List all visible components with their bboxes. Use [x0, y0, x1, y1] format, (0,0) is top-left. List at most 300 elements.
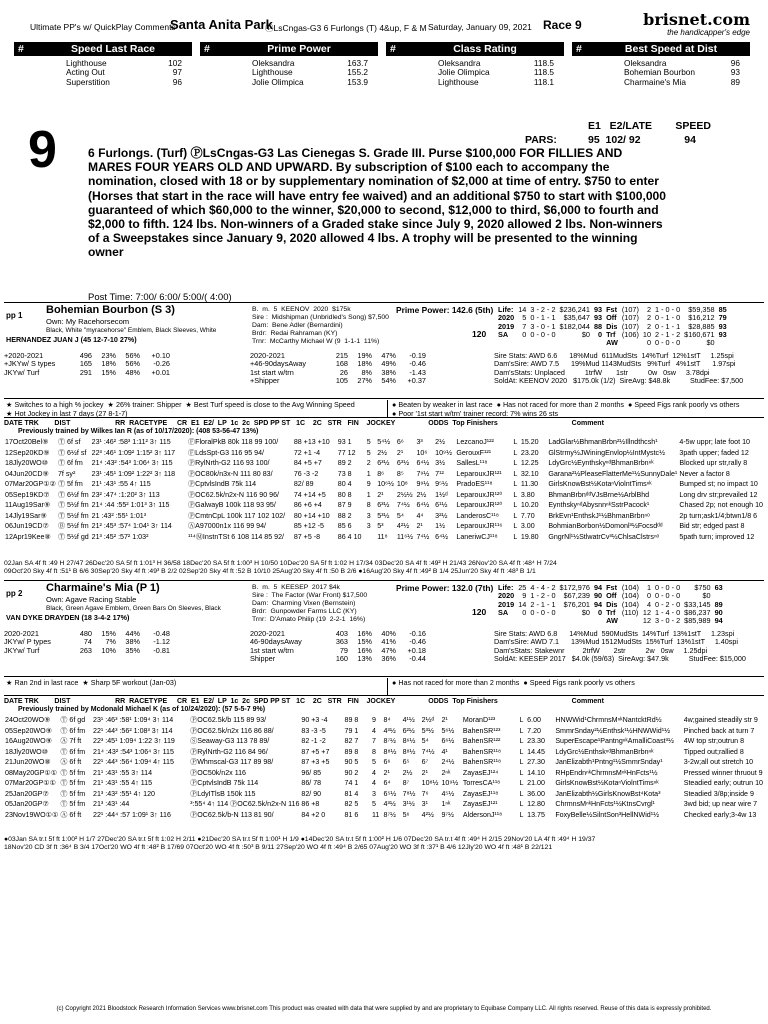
record-row-cell: 2020: [498, 591, 515, 601]
workouts: [4, 560, 764, 576]
pp-row-cell: 6⁶: [383, 758, 391, 766]
record-row-cell: 2 - 1 - 1: [530, 599, 556, 609]
pp-row-cell: 6⁴: [383, 779, 391, 787]
pp-row-cell: 9⁷½: [441, 810, 454, 819]
panel-row: Lighthouse 102: [66, 58, 182, 68]
pars-label: PARS:: [525, 134, 557, 146]
par-values: 95 102/ 92 94: [588, 134, 696, 146]
brisnet-logo: brisnet.com: [643, 10, 750, 29]
pp-row-cell: BahenSR¹¹⁸: [462, 758, 501, 766]
pp-row-cell: 74 1: [344, 779, 359, 787]
pp-row-cell: L: [519, 726, 524, 735]
pp-row-cell: L: [519, 779, 524, 787]
trainer-stat-row: [250, 377, 430, 385]
record-row-cell: 63: [714, 583, 723, 592]
trainer-stat-row-cell: 168: [335, 359, 348, 369]
record-row-cell: Trf: [606, 329, 616, 339]
record-row-cell: 2: [646, 321, 652, 331]
record-row-cell: (104): [621, 591, 639, 601]
pp-row-cell: 9⁵½: [435, 480, 448, 488]
pp-row-cell: 2¹: [416, 522, 423, 530]
pp-row-cell: 8⁴: [383, 716, 391, 724]
record-row-cell: 12: [642, 607, 652, 617]
pp-row-cell: 89 2: [337, 459, 352, 467]
pp-row-cell: 2¹: [441, 716, 448, 724]
pp-row-cell: 6³½: [377, 501, 390, 509]
pp-row: [4, 747, 764, 758]
pp-row-cell: EynthskyⁿᵈAbysnnⁿᵏSstrPacock¹: [548, 501, 650, 509]
trainer-stat-row-cell: +Shipper: [250, 376, 280, 386]
pp-row-cell: PradoES¹¹⁸: [456, 480, 493, 488]
pp-row-cell: L: [519, 810, 524, 819]
record-row-cell: [717, 339, 729, 347]
pp-row-cell: 10⁸: [396, 480, 408, 488]
pp-row-cell: 17Oct20Bel⑨: [5, 438, 49, 446]
record-row-cell: AW: [606, 616, 618, 626]
record-row-cell: 0: [646, 591, 652, 601]
pp-row-cell: 1½ᵈ: [435, 490, 448, 499]
pp-row-cell: 7⁶: [421, 789, 429, 798]
pp-row-cell: 6²½: [402, 726, 415, 735]
negative-notes: ● Beaten by weaker in last race ● Has not raced for more than 2 months ● Speed Figs rank poorly vs others ● Poor '1st start w/trn' trainer record: 7% wins 26 sts: [387, 400, 763, 418]
pp-row-cell: ⓅOC80k/n3x-N 111 80 83/: [188, 469, 273, 478]
pp-row-cell: BahenSR¹²²: [462, 737, 501, 745]
pp-row-cell: ⓅRylNrth-G2 116 84 96/: [190, 747, 268, 756]
pp-row: [4, 458, 764, 469]
record-row-cell: $85,989: [684, 616, 711, 626]
record-row-cell: Off: [606, 591, 617, 601]
breeding-stats: Sire Stats: AWD 6.8 14%Mud 590MudSts 14%Turf 13%1stT 1.23spi Dam'sSire: AWD 7.1 13%Mud 1512MudSts 15%Turf 13%1stT 1.40spi Dam'sStats: Stakewnr 2trfW 2str 2w 0sw 1.25dpi SoldAt: KEESEP 2017 $4.0k (59/63) SireAvg: $47.9k StudFee: $15,000: [494, 629, 746, 664]
pp-row-cell: 90 2: [344, 768, 359, 777]
record-row-cell: $35,647: [563, 313, 590, 323]
pp-row-cell: 6¹½: [435, 501, 448, 509]
pp-row: [4, 715, 764, 726]
pp-row-cell: 23.20: [520, 448, 539, 457]
pp-row-cell: 21 :43² :55¹ 1:01³: [91, 511, 147, 520]
pp-row-cell: 7⁴½: [421, 747, 435, 756]
record-row-cell: 25: [518, 583, 527, 592]
pp-row-cell: 8⁷½: [383, 810, 396, 819]
pp-row-cell: 87 +5 +7: [301, 747, 330, 756]
pp-row-cell: 82 5: [344, 800, 359, 808]
pp-row-cell: Never a factor 8: [679, 469, 730, 478]
pp-row-cell: Ⓐ 7f ft: [60, 737, 82, 745]
record-row-cell: $0: [581, 329, 590, 339]
pp-row-cell: Ⓣ 5½f fm: [57, 511, 89, 520]
pp-row-cell: 15.20: [520, 438, 539, 446]
pp-row-cell: 8: [371, 747, 376, 756]
panel-hash: #: [576, 43, 582, 55]
trainer-stat-row-cell: 27%: [357, 376, 372, 386]
pp-row-cell: 22¹ :44⁴ :57 1:09¹ 3↑ 116: [93, 810, 171, 819]
pp-row-cell: 90 +3 -4: [301, 716, 328, 724]
pp-row-cell: TorresCA¹¹⁸: [462, 779, 501, 787]
jockey-stat-row-cell: 74: [83, 637, 92, 647]
pp-row: [4, 736, 764, 747]
pp-row-cell: 25Jan20GP⑦: [5, 789, 49, 798]
negative-notes: ● Has not raced for more than 2 months ● Speed Figs rank poorly vs others: [387, 678, 763, 696]
pp-row-cell: 8⁶: [377, 469, 385, 478]
pp-row-cell: ChrmnsMⁿᵏHnFcts¹½KtnsCvrgl¹: [555, 800, 655, 808]
jockey-stat-row-cell: 165: [79, 359, 92, 369]
trainer-stat-row-cell: 105: [335, 376, 348, 386]
pp-row-cell: 6⁵½: [383, 789, 397, 798]
pp-row-cell: 21¹ :43¹ :55 4↑ 115: [93, 779, 153, 787]
jockey-stat-row-cell: -0.26: [153, 359, 170, 369]
trainer-stat-row-cell: 215: [335, 351, 348, 360]
trainer-stat-row-cell: 16%: [357, 629, 372, 638]
pp-row-cell: LezcanoJ¹²²: [456, 438, 494, 446]
panel-row: Acting Out 97: [66, 67, 182, 78]
pp-row-cell: Ⓣ 5f fm: [60, 789, 86, 798]
pp-row-cell: 4¹½: [402, 716, 415, 724]
record-row-cell: 14: [518, 305, 527, 314]
pp-row-cell: Ⓣ 5f fm: [57, 480, 83, 488]
pp-row-cell: 82/ 89: [293, 480, 314, 488]
pp-row-cell: Steadied early; outrun 10: [683, 779, 763, 787]
pp-row-cell: Ⓣ 6f fm: [60, 747, 86, 756]
pp-row-cell: Pinched back at turn 7: [683, 726, 755, 735]
record-row-cell: 14: [518, 599, 527, 609]
pp-row-cell: 1½: [435, 522, 446, 530]
race-conditions: 6 Furlongs. (Turf) ⓅLsCngas-G3 Las Cienegas S. Grade III. Purse $100,000 FOR FILLIES AND MARES FOUR YEARS OLD AND UPWARD. By subscription of $100 each to accompany the nomination, closed with 18 or by supplementary nomination of $2,000 at time of entry. $750 to enter (Horses that start in the race will have entry fee waived) and an additional $750 to start with $100,000 guaranteed of which $60,000 to the winner, $20,000 to second, $12,000 to third, $6,000 to fourth and $2,000 to fifth. 124 lbs. Non-winners of a Graded stake since July 9, 2020 allowed 2 lbs. Non-winners of a Sweepstakes since January 9, 2020 allowed 4 lbs. A trophy will be presented to the winning owner: [88, 146, 667, 260]
jockey-stat-row-cell: JKYw/ Turf: [4, 367, 40, 377]
horse-name: Charmaine's Mia (P 1): [46, 582, 160, 594]
pp-row-cell: 8⁷½: [383, 737, 396, 745]
record-row-cell: 94: [593, 583, 603, 592]
pp-row-cell: L: [519, 789, 524, 798]
jockey-stat-row-cell: +2020-2021: [4, 351, 44, 360]
pp-row-cell: Ⓑ 5½f fm: [57, 522, 89, 530]
pp-row-cell: Ⓣ 6f sf: [57, 438, 81, 446]
pp-row-cell: 87 9: [337, 501, 352, 509]
trainer-stat-row-cell: 47%: [381, 351, 396, 360]
pp-row-cell: ZayasEJ¹²¹: [462, 800, 498, 808]
pp-row-cell: 7⁴½: [416, 532, 430, 541]
handicapping-notes: [4, 676, 764, 696]
pp-row: [4, 437, 764, 448]
positive-notes: ★ Switches to a high % jockey ★ 26% trainer: Shipper ★ Best Turf speed is close to the Avg Winning Speed ★ Hot Jockey in last 7 days (27 8-1-7): [6, 400, 355, 418]
jockey-stat-row-cell: -0.81: [153, 645, 170, 655]
pp-row-cell: 87 +5 -8: [293, 532, 321, 541]
pp-row-cell: 18Jly20WO⑩: [5, 459, 49, 467]
pp-row-cell: BahenSR¹²³: [462, 726, 501, 735]
pp-row-cell: 93 1: [337, 438, 352, 446]
pp-row-cell: LanderosC¹¹⁸: [456, 511, 499, 520]
pp-row-cell: 22¹ :44³ :56⁴ 1:09⁴ 4↑ 115: [93, 758, 174, 766]
handicapping-notes: [4, 398, 764, 418]
race-big-number: 9: [28, 121, 57, 179]
jockey-stat-row-cell: -1.12: [153, 637, 170, 647]
pp-row-cell: 8: [366, 501, 371, 509]
record-row-cell: 94: [593, 599, 603, 609]
record-row-cell: 0 - 1 - 0: [655, 313, 681, 323]
record-row-cell: (104): [621, 599, 639, 609]
record-row-cell: [496, 339, 516, 347]
pp-row-cell: 21³ :45² :57² 1:03²: [91, 532, 149, 541]
pp-row-cell: Chased 2p; not enough 10: [679, 501, 763, 509]
pp-row-cell: L: [519, 800, 524, 808]
trainer-stat-row-cell: 8%: [361, 367, 372, 377]
pp-row-cell: 10⁶: [416, 448, 428, 457]
pp-row-cell: 8⁷: [402, 779, 410, 787]
record-row-cell: [592, 617, 604, 625]
trainer-stat-row-cell: 40%: [381, 629, 396, 638]
pp-row-cell: 4⁵½: [441, 789, 455, 798]
pp-row-cell: Blocked upr str,rally 8: [679, 459, 748, 467]
pp-row-cell: LeparouxJR¹²¹: [456, 469, 502, 478]
pp-row-cell: 76 -3 -2: [293, 469, 319, 478]
record-row-cell: Fst: [606, 305, 618, 314]
pp-row: [4, 726, 764, 737]
pp-row-cell: Ⓣ 5½f gd: [57, 532, 89, 541]
pp-row-cell: L: [513, 438, 518, 446]
pp-row-cell: 11Aug19Sar⑨: [5, 501, 51, 509]
record-row-cell: Trf: [606, 607, 616, 617]
owner: Own: My Racehorsecom: [46, 317, 130, 326]
workout-line: 18Nov'20 CD 3f ft :36⁴ B 3/4 17Oct'20 WO 4f ft :48² B 17/69 07Oct'20 WO 4f ft :50³ B 9/11 27Sep'20 WO 4f ft :49⁴ B 2/65 07Aug'20 WO 3f ft :37¹ B 4/6 12Jly'20 WO 4f ft :48¹ B 22/121: [4, 844, 553, 851]
trainer-stat-row-cell: 403: [335, 629, 348, 638]
page-header: [20, 10, 750, 44]
pp-row-cell: 05Sep19KD⑦: [5, 490, 50, 499]
pp-row-cell: 3wd bid; up near wire 7: [683, 800, 758, 808]
pp-row-cell: GirlsKnowBst½KotaⁿViolntTimsⁿᵏ: [548, 480, 652, 488]
previous-trainer: Previously trained by Mcdonald Michael K (as of 10/24/2020): (57 5-5-7 9%): [18, 706, 266, 713]
trainer-stat-row-cell: 18%: [357, 359, 372, 369]
pp-row-cell: 10.20: [520, 501, 539, 509]
pp-row-cell: 11⁸: [377, 532, 388, 541]
pp-row-cell: LdyGrc½EnthskⁿᵈBhmanBrbnⁿᵏ: [555, 747, 654, 756]
record-row-cell: $750: [694, 583, 711, 592]
pp-row-cell: 86 4 10: [337, 532, 362, 541]
record-row-cell: SA: [498, 607, 509, 617]
trainer-stat-row-cell: 79: [339, 645, 348, 655]
workout-line: 09Oct'20 Sky 4f ft :51¹ B 6/6 30Sep'20 Sky 4f ft :49³ B 2/2 02Sep'20 Sky 4f ft :52 B 10/10 25Aug'20 Sky 4f ft :50 B 2/6 ●16Aug'20 Sky 4f ft :49² B 1/4 25Jun'20 Sky 4f ft :48³ B 1/1: [4, 568, 536, 575]
pp-row-cell: L: [513, 522, 518, 530]
pp-row-cell: 36.00: [527, 789, 545, 798]
jockey-stat-row-cell: 48%: [125, 367, 140, 377]
pp-row-cell: Ⓣ 5½f fm: [57, 501, 89, 509]
race-number: Race 9: [543, 18, 582, 32]
pp-row-cell: L: [513, 480, 518, 488]
record-row-cell: 2019: [498, 321, 515, 331]
pp-row-cell: Ⓐ 6f ft: [60, 758, 82, 766]
record-row-cell: (110): [621, 607, 639, 617]
record-row-cell: Off: [606, 313, 617, 323]
pp-row-cell: 4³½: [383, 800, 396, 808]
pp-row-cell: Ⓐ 6f ft: [60, 810, 82, 819]
jockey: VAN DYKE DRAYDEN (18 3-4-2 17%): [6, 613, 130, 622]
panel-row: Oleksandra 118.5: [438, 58, 554, 68]
pp-row-cell: 21Jun20WO⑧: [5, 758, 51, 766]
record-row-cell: 4 - 4 - 2: [530, 583, 556, 592]
panel-row: Jolie Olimpica 118.5: [438, 67, 554, 78]
record-row: [496, 617, 725, 625]
record-row-cell: 79: [718, 313, 727, 323]
pp-row-cell: 4²½: [421, 810, 434, 819]
record-row-cell: 0 - 0 - 0: [655, 583, 681, 592]
pp-row-cell: 82 -1 -2: [301, 737, 326, 745]
pp-row-cell: 3.80: [520, 490, 535, 499]
trainer-stat-row-cell: 2020-2021: [250, 351, 285, 360]
pp-row-cell: 2½: [416, 490, 427, 499]
jockey-stat-row-cell: 56%: [125, 359, 140, 369]
post-time: Post Time: 7:00/ 6:00/ 5:00/( 4:00): [88, 292, 232, 303]
pp-row-cell: 6³½: [396, 459, 410, 467]
silks: Black, White "myracehorse" Emblem, Black Sleeves, White: [46, 327, 217, 334]
jockey-stat-row-cell: 56%: [125, 351, 140, 360]
record-row-cell: $28,885: [688, 321, 715, 331]
pp-row-cell: 3.00: [520, 522, 535, 530]
pp-row-cell: 11.30: [520, 480, 539, 488]
pp-row-cell: 5path turn; improved 12: [679, 532, 755, 541]
record-row-cell: 1 - 2 - 0: [530, 591, 556, 601]
pp-row-cell: 86/ 78: [301, 779, 322, 787]
pp-row-cell: ⓅRylNrth-G2 116 93 100/: [188, 459, 270, 467]
pp-row-cell: 07Mar20GP①①: [5, 779, 56, 787]
pp-row-cell: ZayasEJ¹²⁴: [462, 768, 499, 777]
record-row-cell: Life:: [498, 583, 514, 592]
pp-row-cell: L: [519, 716, 524, 724]
pp-row-cell: 3path upper; faded 12: [679, 448, 749, 457]
pp-column-headers: DATE TRK DIST RR RACETYPE CR E1 E2/ LP 1c 2c SPD PP ST 1C 2C STR FIN JOCKEY ODDS Top Finishers Comment: [4, 698, 604, 705]
post-position: pp 2: [6, 589, 23, 598]
record-row-cell: [516, 617, 528, 625]
pp-row-cell: 5: [366, 438, 371, 446]
trainer-stat-row-cell: 38%: [381, 367, 396, 377]
record-row-cell: $0: [581, 607, 590, 617]
pp-row-cell: 5⁴: [396, 511, 404, 520]
record-row-cell: 0: [598, 607, 603, 617]
past-performances: [4, 715, 764, 820]
pp-row-cell: 4: [371, 726, 376, 735]
pp-row-cell: SallesL¹¹⁸: [456, 459, 488, 467]
record-row: [496, 339, 729, 347]
trainer-stat-row-cell: Shipper: [250, 654, 276, 664]
pp-row-cell: 90 5: [344, 758, 359, 766]
copyright-footer: (c) Copyright 2021 Bloodstock Research Information Services www.brisnet.com This product was created with data that were supplied by and are proprietary to Equibase Company LLC. All rights reserved. Reuse of this data is expressly prohibited.: [56, 1006, 712, 1012]
record-row-cell: (106): [621, 329, 639, 339]
pp-row-cell: 23¹ :45¹ 1:09² 1:22² 3↑ 118: [91, 469, 176, 478]
pp-row-cell: Ⓣ 6½f fm: [57, 490, 89, 499]
pp-row-cell: 21² :45³ :57⁴ 1:04¹ 3↑ 114: [91, 522, 172, 530]
pp-row-cell: 4: [371, 768, 376, 777]
pp-row: [4, 469, 764, 480]
pp-row-cell: 7⁴½: [396, 501, 410, 509]
record-row-cell: $76,201: [563, 599, 590, 609]
panel-hash: #: [390, 43, 396, 55]
record-row-cell: SA: [498, 329, 509, 339]
pp-row-cell: 16Aug20WO⑨: [5, 737, 52, 745]
pp-row-cell: 3¹½: [402, 800, 415, 808]
pp-row-cell: LeparouxJR¹¹⁶: [456, 522, 503, 530]
previous-trainer: Previously trained by Wilkes Ian R (as of 10/17/2020): (408 53-56-47 13%): [18, 428, 259, 435]
pp-row-cell: JanElizabth¹Pntng¹½SmmrSnday¹: [555, 758, 663, 766]
pp-row-cell: 21³ :43¹ :44: [93, 800, 130, 808]
jockey-stat-row: [4, 369, 174, 377]
pp-row-cell: 12Sep20KD⑨: [5, 448, 50, 457]
record-row-cell: [528, 339, 557, 347]
pp-row: [4, 511, 764, 522]
pp-row-cell: 5⁴½: [377, 438, 391, 446]
pp-row-cell: 21¹ :43¹ :55 3↑ 114: [93, 768, 153, 777]
silks: Black, Green Agave Emblem, Green Bars On Sleeves, Black: [46, 605, 221, 612]
panel-title: Best Speed at Dist: [624, 43, 718, 55]
record-row-cell: 0: [598, 329, 603, 339]
record-row-cell: 3 - 0 - 1: [530, 321, 556, 331]
record-row-cell: 0: [646, 338, 652, 348]
pp-row-cell: 5³½: [377, 511, 390, 520]
record-row-cell: $0: [706, 338, 715, 348]
record-row-cell: 0: [522, 607, 527, 617]
record-row-cell: [496, 617, 516, 625]
jockey-stat-row-cell: 23%: [101, 351, 116, 360]
pp-row-cell: ⓅGalwayB 100k 118 93 95/: [188, 501, 276, 509]
pp-row-cell: 23.30: [527, 737, 545, 745]
pp-row-cell: 6³½: [377, 459, 390, 467]
record-row-cell: $86,237: [684, 607, 711, 617]
record-row-cell: Life:: [498, 305, 514, 314]
pp-row-cell: 2: [366, 459, 371, 467]
record-row-cell: 3 - 2 - 2: [530, 305, 556, 314]
pp-row-cell: L: [519, 768, 524, 777]
record-row-cell: (107): [621, 305, 639, 314]
record-table: [496, 584, 764, 625]
pp-row-cell: GerouxF¹²¹: [456, 448, 492, 457]
pp-row-cell: GirlsKnowBst½KotaⁿViolntTimsⁿᵏ: [555, 779, 659, 787]
pp-row: [4, 789, 764, 800]
pp-row-cell: 21⁴ :43² :54³ 1:06⁴ 3↑ 115: [91, 459, 173, 467]
record-row-cell: 2020: [498, 313, 515, 323]
pp-row-cell: BahenSR¹¹⁸: [462, 747, 501, 756]
pp-row-cell: 10⁹½: [435, 448, 453, 457]
pp-row-cell: 7⁸½: [402, 789, 416, 798]
pp-row-cell: 84 +2 0: [301, 810, 326, 819]
record-row-cell: [620, 339, 641, 347]
pp-row-cell: 23Nov19WO①①: [5, 810, 59, 819]
jockey-stat-row-cell: +0.10: [151, 351, 170, 360]
pp-row-cell: Ⓣ 6f gd: [60, 716, 86, 724]
pp-row-cell: 80 8: [337, 490, 352, 499]
pp-row-cell: 2¹: [383, 768, 390, 777]
pp-row-cell: ZayasEJ¹¹⁸: [462, 789, 499, 798]
pp-row-cell: ⓅCptvlsIndB 75k 114: [188, 480, 257, 488]
pp-row-cell: Pressed winner thruout 9: [683, 768, 763, 777]
pp-row-cell: L: [513, 490, 518, 499]
weight: 120: [472, 607, 487, 617]
trainer-stat-row-cell: 41%: [381, 637, 396, 647]
pp-row-cell: 6⁶: [396, 438, 404, 446]
owner: Own: Agave Racing Stable: [46, 595, 137, 604]
pp-row-cell: 7⁹½: [416, 469, 430, 478]
record-row-cell: Fst: [606, 583, 618, 592]
pp-row: [4, 479, 764, 490]
pp-row-cell: 21⁴ :43² :54³ 1:06⁴ 3↑ 115: [93, 747, 174, 756]
positive-notes: ★ Ran 2nd in last race ★ Sharp 5F workout (Jan-03): [6, 678, 177, 687]
pp-row-cell: 5³½: [421, 726, 434, 735]
pp-row-cell: L: [513, 459, 518, 467]
pp-row-cell: 10⁶½: [377, 480, 394, 488]
pp-row-cell: 81 6: [344, 810, 359, 819]
pp-row-cell: ⓅCmtnCpL 100k 117 102 102/: [188, 511, 286, 520]
pp-row-cell: 9: [371, 716, 376, 724]
jockey-stat-row-cell: JKYw/ P types: [4, 637, 51, 647]
pp-row-cell: 6⁴½: [416, 501, 430, 509]
pp-row-cell: 87 +3 +5: [301, 758, 330, 766]
trainer-stat-row-cell: 1st start w/trn: [250, 645, 294, 655]
pp-row: [4, 500, 764, 511]
panel-best-speed-at-dist: [572, 42, 750, 100]
